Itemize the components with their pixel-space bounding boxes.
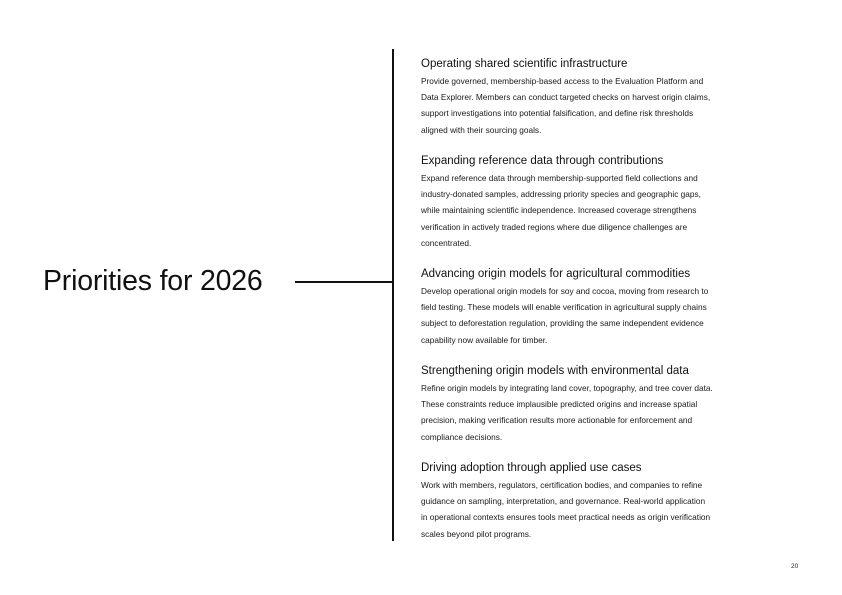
priority-description xyxy=(421,380,791,445)
priority-item-adoption xyxy=(421,460,791,542)
priority-description-line: while maintaining scientific independence. Increased coverage strengthens xyxy=(421,205,697,216)
priority-description-line: field testing. These models will enable verification in agricultural supply chains xyxy=(421,302,707,313)
page-number: 20 xyxy=(791,563,799,570)
priority-item-reference-data xyxy=(421,153,791,251)
priority-description xyxy=(421,477,791,542)
priority-description-line: in operational contexts ensures tools meet practical needs as origin verification xyxy=(421,512,711,523)
priority-description-line: support investigations into potential falsification, and define risk thresholds xyxy=(421,108,694,119)
priority-item-infrastructure xyxy=(421,56,791,138)
priority-description-line: Work with members, regulators, certification bodies, and companies to refine xyxy=(421,480,703,490)
priority-description-line: guidance on sampling, interpretation, and governance. Real-world application xyxy=(421,496,706,507)
priority-description-line: concentrated. xyxy=(421,237,472,248)
priority-description-line: verification in actively traded regions where due diligence challenges are xyxy=(421,221,688,232)
priority-description-line: These constraints reduce implausible predicted origins and increase spatial xyxy=(421,399,698,410)
priority-description-line: Refine origin models by integrating land cover, topography, and tree cover data. xyxy=(421,383,713,393)
priority-item-environmental-data xyxy=(421,363,791,445)
priority-description-line: Provide governed, membership-based access to the Evaluation Platform and xyxy=(421,76,704,86)
priority-description-line: Expand reference data through membership-supported field collections and xyxy=(421,173,698,183)
priority-item-agricultural-models xyxy=(421,266,791,348)
priority-description xyxy=(421,170,791,251)
connector-line xyxy=(295,281,393,283)
priority-description-line: subject to deforestation regulation, providing the same independent evidence xyxy=(421,318,704,329)
priority-description-line: Data Explorer. Members can conduct targeted checks on harvest origin claims, xyxy=(421,92,711,103)
priority-description-line: industry-donated samples, addressing priority species and geographic gaps, xyxy=(421,189,701,200)
priority-heading: Advancing origin models for agricultural commodities xyxy=(421,268,691,280)
priority-heading: Driving adoption through applied use cases xyxy=(421,462,642,474)
priority-description xyxy=(421,73,791,138)
priority-description xyxy=(421,283,791,348)
priority-description-line: compliance decisions. xyxy=(421,431,503,442)
priority-description-line: precision, making verification results more actionable for enforcement and xyxy=(421,415,693,426)
vertical-divider xyxy=(392,49,394,541)
priority-description-line: capability now available for timber. xyxy=(421,334,548,345)
priority-heading: Expanding reference data through contributions xyxy=(421,155,664,167)
priority-description-line: Develop operational origin models for soy and cocoa, moving from research to xyxy=(421,286,709,296)
page-title: Priorities for 2026 xyxy=(43,265,263,297)
priority-heading: Strengthening origin models with environmental data xyxy=(421,365,689,377)
priority-description-line: scales beyond pilot programs. xyxy=(421,528,532,539)
priority-description-line: aligned with their sourcing goals. xyxy=(421,124,542,135)
priority-heading: Operating shared scientific infrastructure xyxy=(421,58,628,70)
